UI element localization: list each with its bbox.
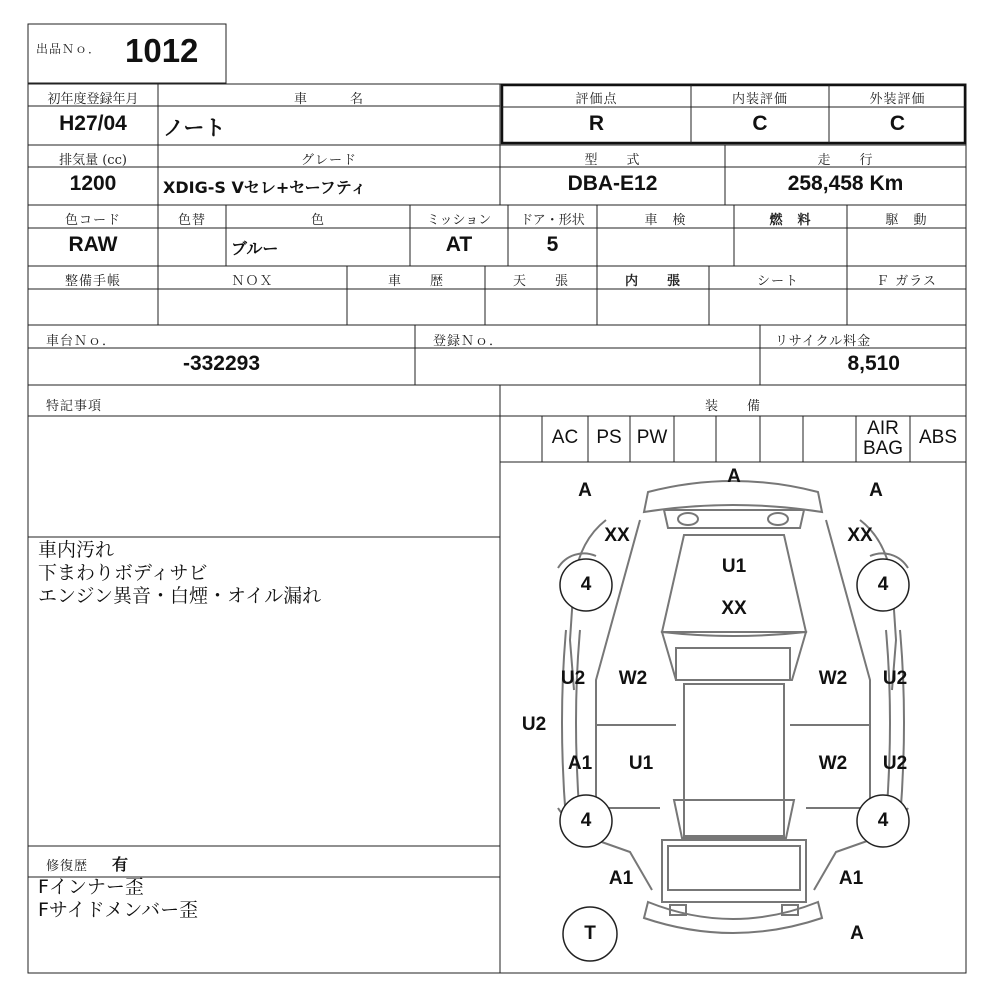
car-name-label: 車 名 xyxy=(293,92,364,107)
mileage-value: 258,458 Km xyxy=(787,172,904,195)
note-line: 下まわりボディサビ xyxy=(38,562,208,584)
recycle-value: 8,510 xyxy=(847,352,900,375)
inspection-label: 車 検 xyxy=(644,213,687,228)
repair-note: Fサイドメンバー歪 xyxy=(38,899,199,921)
fuel-label: 燃 料 xyxy=(769,213,812,228)
damage-roof-u1: U1 xyxy=(721,556,747,577)
exterior-label: 外装評価 xyxy=(869,92,926,107)
damage-door-r-u2: U2 xyxy=(882,668,908,689)
damage-door-r-w2: W2 xyxy=(818,668,848,689)
color-value: ブルー xyxy=(231,239,279,258)
drive-label: 駆 動 xyxy=(885,213,928,228)
damage-rear-bumper: A xyxy=(850,923,864,944)
color-change-label: 色替 xyxy=(177,213,206,228)
damage-fender-left: XX xyxy=(604,525,630,546)
damage-fender-right: XX xyxy=(847,525,873,546)
damage-hood-right: A xyxy=(869,480,883,501)
maintenance-label: 整備手帳 xyxy=(64,274,121,289)
tire-rl: 4 xyxy=(580,810,592,831)
damage-quarter-r: A1 xyxy=(838,868,864,889)
lot-number: 1012 xyxy=(125,32,199,69)
model-value: DBA-E12 xyxy=(567,172,658,195)
doors-label: ドア・形状 xyxy=(520,213,585,228)
lot-label: 出品Ｎｏ． xyxy=(36,42,102,56)
color-code-value: RAW xyxy=(68,233,118,256)
registration-label: 登録Ｎｏ． xyxy=(433,334,504,349)
chassis-label: 車台Ｎｏ． xyxy=(46,334,117,349)
exterior-value: C xyxy=(889,112,906,135)
first-reg-value: H27/04 xyxy=(59,112,127,135)
damage-rocker-l: U2 xyxy=(521,714,547,735)
score-value: R xyxy=(588,112,605,135)
equipment-label: 装 備 xyxy=(704,399,761,414)
upholstery-label: 内 張 xyxy=(624,274,681,289)
repair-value: 有 xyxy=(112,855,129,874)
damage-rdoor-r-w2: W2 xyxy=(818,753,848,774)
mileage-label: 走 行 xyxy=(817,153,874,168)
damage-rdoor-l-a1: A1 xyxy=(567,753,593,774)
grade-label: グレード xyxy=(300,153,357,168)
tire-fl: 4 xyxy=(580,574,592,595)
damage-rdoor-l-u1: U1 xyxy=(628,753,654,774)
damage-rdoor-r-u2: U2 xyxy=(882,753,908,774)
notes-label: 特記事項 xyxy=(46,399,103,414)
car-diagram xyxy=(558,481,908,933)
equip-ac: AC xyxy=(551,427,579,448)
color-code-label: 色コード xyxy=(64,213,121,228)
recycle-label: リサイクル料金 xyxy=(775,334,872,349)
equip-airbag: AIR BAG xyxy=(862,418,904,459)
grade-value: XDIG-S Vセレ+セーフティ xyxy=(163,178,367,197)
repair-label: 修復歴 xyxy=(46,859,89,874)
tire-rr: 4 xyxy=(877,810,889,831)
nox-label: ＮＯＸ xyxy=(231,274,274,289)
damage-quarter-l: A1 xyxy=(608,868,634,889)
transmission-value: AT xyxy=(445,233,473,256)
damage-roof-xx: XX xyxy=(721,598,747,619)
glass-label: Ｆ ガラス xyxy=(876,274,937,289)
color-label: 色 xyxy=(310,213,325,228)
first-reg-label: 初年度登録年月 xyxy=(47,92,139,107)
doors-value: 5 xyxy=(546,233,559,256)
chassis-value: -332293 xyxy=(182,352,261,375)
note-line: 車内汚れ xyxy=(38,539,115,561)
roof-label: 天 張 xyxy=(512,274,569,289)
spare-tire: T xyxy=(584,923,596,944)
note-line: エンジン異音・白煙・オイル漏れ xyxy=(38,585,322,607)
displacement-value: 1200 xyxy=(69,172,117,195)
model-label: 型 式 xyxy=(584,153,641,168)
damage-door-l-w2: W2 xyxy=(618,668,648,689)
equip-abs: ABS xyxy=(918,427,958,448)
score-label: 評価点 xyxy=(575,92,618,107)
displacement-label: 排気量 (cc) xyxy=(59,153,127,168)
damage-hood-left: A xyxy=(578,480,592,501)
transmission-label: ミッション xyxy=(426,213,492,228)
interior-label: 内装評価 xyxy=(731,92,788,107)
repair-note: Fインナー歪 xyxy=(38,876,144,898)
interior-value: C xyxy=(752,112,768,135)
damage-door-l-u2: U2 xyxy=(560,668,586,689)
history-label: 車 歴 xyxy=(387,274,444,289)
equip-ps: PS xyxy=(596,427,622,448)
equip-pw: PW xyxy=(636,427,668,448)
damage-front-bumper: A xyxy=(727,466,741,487)
seat-label: シート xyxy=(756,274,799,289)
tire-fr: 4 xyxy=(877,574,889,595)
car-name-value: ノート xyxy=(163,116,226,140)
